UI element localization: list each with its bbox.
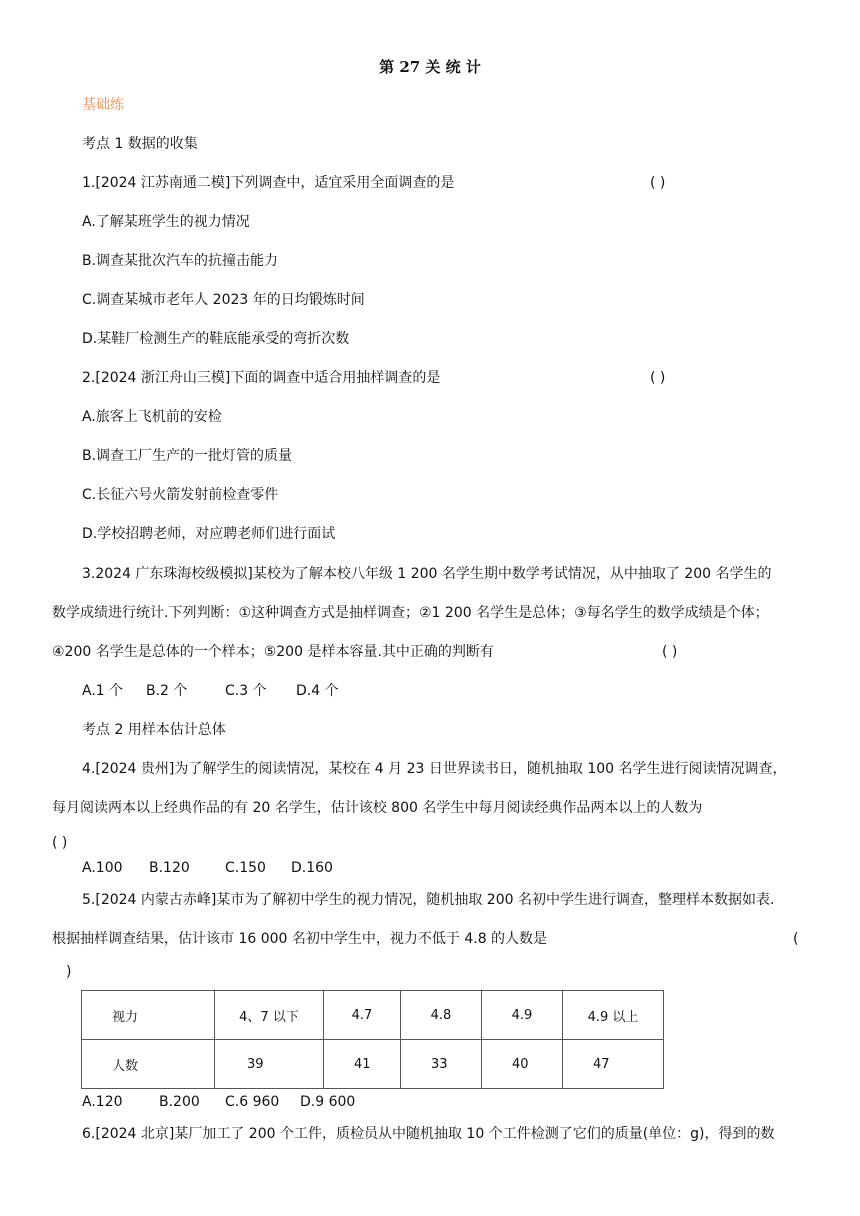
option-a: A.1 个 <box>82 683 124 699</box>
option-c: C.长征六号火箭发射前检查零件 <box>82 487 279 503</box>
option-d: D.4 个 <box>296 683 339 699</box>
question-stem: 6.[2024 北京]某厂加工了 200 个工件，质检员从中随机抽取 10 个工件检测了它们的质量(单位：g)，得到的数 <box>82 1126 775 1142</box>
section-heading: 基础练 <box>82 97 124 113</box>
question-stem-cont: ④200 名学生是总体的一个样本；⑤200 是样本容量.其中正确的判断有 <box>52 644 494 660</box>
page-title: 第 27 关 统 计 <box>379 58 481 76</box>
question-stem-cont: 根据抽样调查结果，估计该市 16 000 名初中学生中，视力不低于 4.8 的人数是 <box>52 931 548 947</box>
table-cell: 39 <box>215 1040 324 1089</box>
table-cell: 4、7 以下 <box>215 991 324 1040</box>
option-b: B.调查工厂生产的一批灯管的质量 <box>82 448 293 464</box>
option-b: B.200 <box>159 1094 200 1110</box>
table-row <box>82 1040 664 1089</box>
option-c: C.3 个 <box>225 683 267 699</box>
table-cell: 视力 <box>82 991 215 1040</box>
vision-table <box>81 990 664 1089</box>
answer-paren: ( ) <box>662 644 678 660</box>
question-stem: 5.[2024 内蒙古赤峰]某市为了解初中学生的视力情况，随机抽取 200 名初中学生进行调查，整理样本数据如表. <box>82 892 775 908</box>
option-c: C.6 960 <box>225 1094 280 1110</box>
answer-paren: ( ) <box>650 175 666 191</box>
option-b: B.调查某批次汽车的抗撞击能力 <box>82 253 279 269</box>
table-cell: 4.7 <box>324 991 401 1040</box>
question-stem: 1.[2024 江苏南通二模]下列调查中，适宜采用全面调查的是 <box>82 175 455 191</box>
option-a: A.100 <box>82 860 123 876</box>
question-stem-cont: 数学成绩进行统计.下列判断：①这种调查方式是抽样调查；②1 200 名学生是总体；③每名学生的数学成绩是个体； <box>52 605 769 621</box>
question-stem-cont: 每月阅读两本以上经典作品的有 20 名学生，估计该校 800 名学生中每月阅读经典作品两本以上的人数为 <box>52 800 703 816</box>
option-a: A.旅客上飞机前的安检 <box>82 409 222 425</box>
table-cell: 4.9 以上 <box>563 991 664 1040</box>
table-header-row <box>82 991 664 1040</box>
topic-heading: 考点 1 数据的收集 <box>82 136 198 152</box>
answer-paren: ( ) <box>650 370 666 386</box>
table-cell: 人数 <box>82 1040 215 1089</box>
question-stem: 4.[2024 贵州]为了解学生的阅读情况，某校在 4 月 23 日世界读书日，随机抽取 100 名学生进行阅读情况调查， <box>82 761 787 777</box>
option-b: B.2 个 <box>146 683 188 699</box>
option-a: A.120 <box>82 1094 123 1110</box>
answer-paren: ( ) <box>52 835 68 851</box>
option-d: D.9 600 <box>300 1094 356 1110</box>
option-d: D.160 <box>291 860 333 876</box>
table-cell: 40 <box>482 1040 563 1089</box>
option-c: C.150 <box>225 860 266 876</box>
answer-paren-close: ) <box>66 964 72 980</box>
table-cell: 33 <box>401 1040 482 1089</box>
table-cell: 47 <box>563 1040 664 1089</box>
question-stem: 2.[2024 浙江舟山三模]下面的调查中适合用抽样调查的是 <box>82 370 441 386</box>
option-c: C.调查某城市老年人 2023 年的日均锻炼时间 <box>82 292 365 308</box>
topic-heading: 考点 2 用样本估计总体 <box>82 722 226 738</box>
table-cell: 4.8 <box>401 991 482 1040</box>
option-d: D.学校招聘老师，对应聘老师们进行面试 <box>82 526 336 542</box>
option-d: D.某鞋厂检测生产的鞋底能承受的弯折次数 <box>82 331 350 347</box>
table-cell: 41 <box>324 1040 401 1089</box>
option-b: B.120 <box>149 860 190 876</box>
option-a: A.了解某班学生的视力情况 <box>82 214 250 230</box>
answer-paren-open: ( <box>793 931 799 947</box>
question-stem: 3.2024 广东珠海校级模拟]某校为了解本校八年级 1 200 名学生期中数学考试情况，从中抽取了 200 名学生的 <box>82 566 772 582</box>
table-cell: 4.9 <box>482 991 563 1040</box>
